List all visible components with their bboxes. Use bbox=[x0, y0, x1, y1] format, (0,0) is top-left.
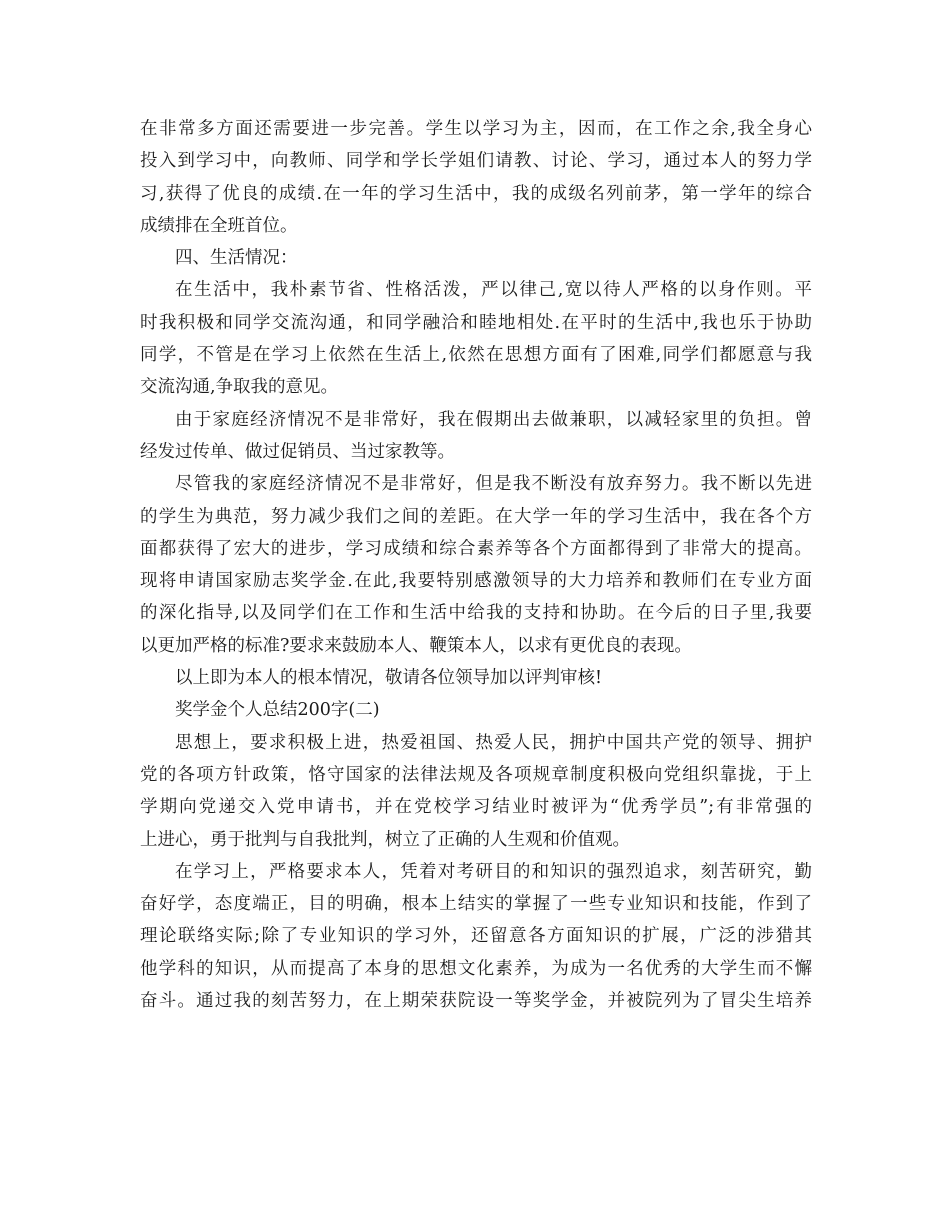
text-line: 党的各项方针政策，恪守国家的法律法规及各项规章制度积极向党组织靠拢，于上 bbox=[140, 764, 812, 785]
text-line: 在生活中，我朴素节省、性格活泼，严以律己,宽以待人严格的以身作则。平 bbox=[175, 280, 812, 301]
text-line: 尽管我的家庭经济情况不是非常好，但是我不断没有放弃努力。我不断以先进 bbox=[175, 474, 812, 495]
text-line: 思想上，要求积极上进，热爱祖国、热爱人民，拥护中国共产党的领导、拥护 bbox=[175, 732, 812, 753]
text-line: 在非常多方面还需要进一步完善。学生以学习为主，因而，在工作之余,我全身心 bbox=[140, 119, 812, 139]
text-line: 的学生为典范，努力减少我们之间的差距。在大学一年的学习生活中，我在各个方 bbox=[140, 506, 812, 527]
text-line: 现将申请国家励志奖学金.在此,我要特别感激领导的大力培养和教师们在专业方面 bbox=[140, 571, 812, 592]
text-line: 投入到学习中，向教师、同学和学长学姐们请教、讨论、学习，通过本人的努力学 bbox=[140, 151, 812, 172]
text-line: 交流沟通,争取我的意见。 bbox=[140, 377, 339, 398]
text-line: 他学科的知识，从而提高了本身的思想文化素养，为成为一名优秀的大学生而不懈 bbox=[140, 958, 812, 979]
text-line: 奖学金个人总结200字(二) bbox=[175, 700, 380, 721]
text-line: 面都获得了宏大的进步，学习成绩和综合素养等各个方面都得到了非常大的提高。 bbox=[140, 538, 812, 559]
text-line: 以上即为本人的根本情况，敬请各位领导加以评判审核! bbox=[175, 668, 603, 689]
text-line: 由于家庭经济情况不是非常好，我在假期出去做兼职，以减轻家里的负担。曾 bbox=[175, 409, 812, 430]
text-line: 经发过传单、做过促销员、当过家教等。 bbox=[140, 441, 455, 462]
text-line: 在学习上，严格要求本人，凭着对考研目的和知识的强烈追求，刻苦研究，勤 bbox=[175, 861, 812, 882]
text-line: 奋斗。通过我的刻苦努力，在上期荣获院设一等奖学金，并被院列为了冒尖生培养 bbox=[140, 991, 812, 1012]
text-line: 上进心，勇于批判与自我批判，树立了正确的人生观和价值观。 bbox=[140, 829, 630, 850]
text-line: 的深化指导,以及同学们在工作和生活中给我的支持和协助。在今后的日子里,我要 bbox=[140, 603, 812, 624]
document-page bbox=[140, 113, 812, 1017]
text-line: 时我积极和同学交流沟通，和同学融洽和睦地相处.在平时的生活中,我也乐于协助 bbox=[140, 312, 812, 333]
text-line: 以更加严格的标准?要求来鼓励本人、鞭策本人，以求有更优良的表现。 bbox=[140, 635, 692, 656]
text-line: 奋好学，态度端正，目的明确，根本上结实的掌握了一些专业知识和技能，作到了 bbox=[140, 894, 812, 915]
text-line: 理论联络实际;除了专业知识的学习外，还留意各方面知识的扩展，广泛的涉猎其 bbox=[140, 926, 812, 947]
text-line: 成绩排在全班首位。 bbox=[140, 215, 298, 236]
text-line: 学期向党递交入党申请书，并在党校学习结业时被评为“优秀学员”;有非常强的 bbox=[140, 797, 812, 818]
text-line: 习,获得了优良的成绩.在一年的学习生活中，我的成级名列前茅，第一学年的综合 bbox=[140, 183, 812, 204]
text-line: 同学，不管是在学习上依然在生活上,依然在思想方面有了困难,同学们都愿意与我 bbox=[140, 345, 812, 366]
text-line: 四、生活情况： bbox=[175, 248, 298, 269]
